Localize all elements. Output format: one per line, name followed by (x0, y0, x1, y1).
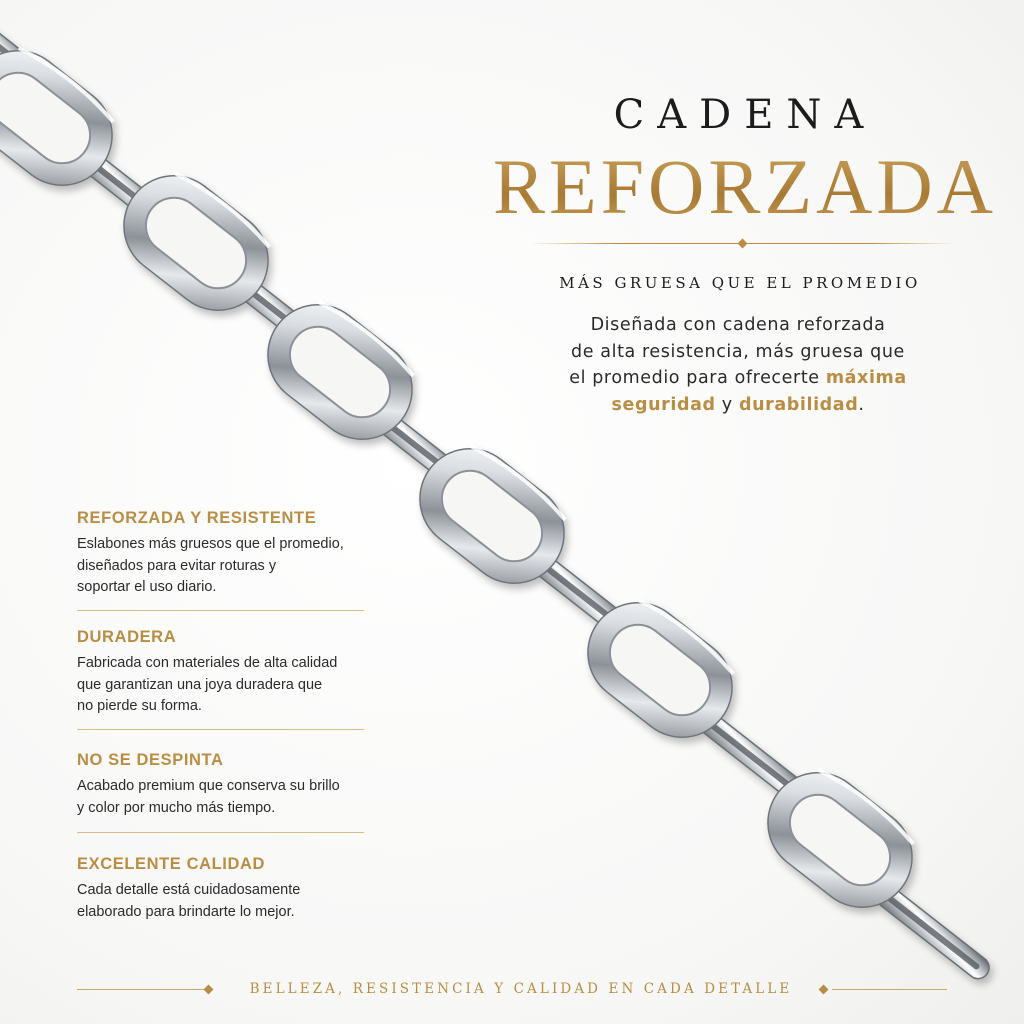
description-text: . (858, 394, 865, 415)
feature-title: EXCELENTE CALIDAD (77, 855, 266, 873)
description-line: de alta resistencia, más gruesa que (571, 341, 905, 362)
feature-text (77, 776, 377, 819)
description-text: el promedio para ofrecerte (569, 368, 826, 388)
feature-title: REFORZADA Y RESISTENTE (77, 509, 317, 527)
title-top: CADENA (613, 92, 877, 138)
footer-line-right (832, 989, 947, 990)
feature-text (77, 534, 377, 599)
feature-divider (77, 832, 364, 833)
feature-no-despinta (77, 751, 377, 819)
description (548, 312, 928, 418)
title-main: REFORZADA (480, 148, 1010, 226)
subtitle: MÁS GRUESA QUE EL PROMEDIO (559, 274, 921, 292)
feature-line: elaborado para brindarte lo mejor. (77, 903, 295, 920)
feature-line: Eslabones más gruesos que el promedio, (77, 536, 344, 552)
footer-tagline: BELLEZA, RESISTENCIA Y CALIDAD EN CADA DETALLE (249, 981, 793, 997)
feature-title: DURADERA (77, 628, 177, 646)
feature-line: y color por mucho más tiempo. (77, 799, 276, 816)
description-text: y (715, 394, 739, 415)
feature-duradera (77, 628, 377, 718)
description-line (548, 365, 928, 392)
feature-line: Fabricada con materiales de alta calidad (77, 655, 338, 671)
feature-divider (77, 610, 364, 611)
footer-line-left (77, 989, 205, 990)
feature-calidad (77, 855, 377, 923)
feature-line: Acabado premium que conserva su brillo (77, 778, 340, 794)
highlight-text: durabilidad (738, 394, 859, 415)
feature-text (77, 880, 377, 923)
feature-line: que garantizan una joya duradera que (77, 676, 323, 693)
feature-reforzada (77, 509, 377, 599)
highlight-text: máxima (825, 368, 907, 388)
feature-line: diseñados para evitar roturas y (77, 557, 277, 574)
description-line (548, 392, 928, 419)
feature-line: Cada detalle está cuidadosamente (77, 882, 301, 898)
feature-text (77, 653, 377, 718)
feature-line: no pierde su forma. (77, 698, 202, 714)
feature-title: NO SE DESPINTA (77, 751, 224, 769)
feature-divider (77, 729, 364, 730)
highlight-text: seguridad (611, 394, 716, 415)
feature-line: soportar el uso diario. (77, 579, 217, 595)
description-line: Diseñada con cadena reforzada (590, 315, 886, 335)
